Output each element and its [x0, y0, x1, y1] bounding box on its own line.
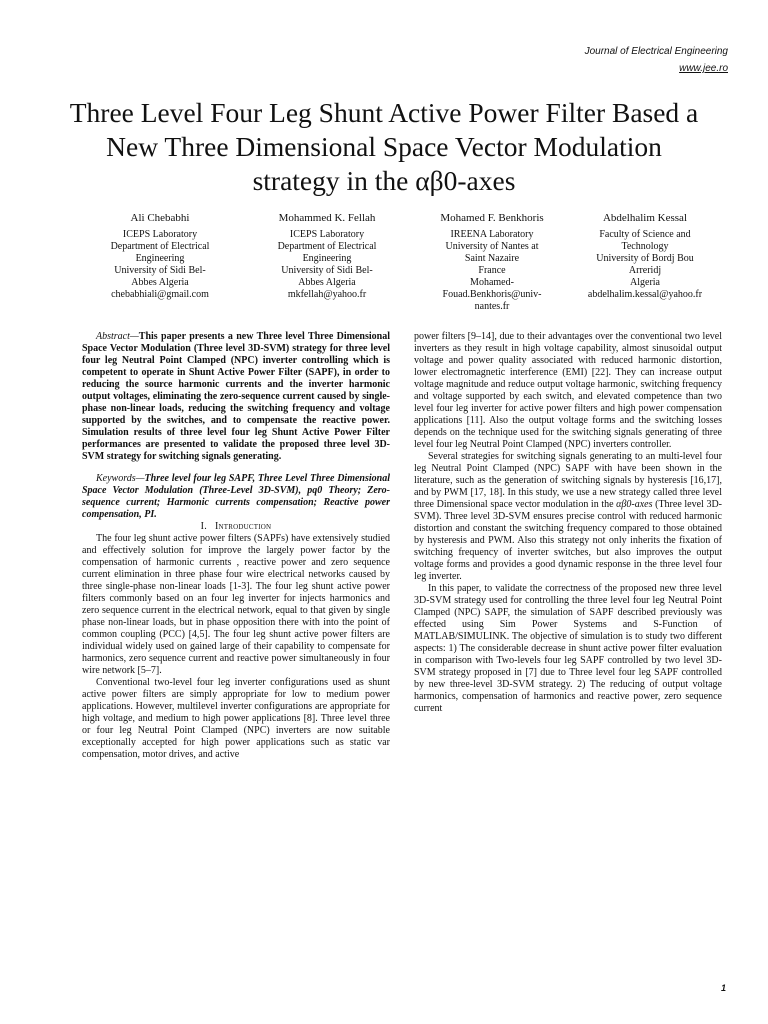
abstract-text: This paper presents a new Three level Three Dimensional Space Vector Modulation (Three level 3D-SVM) strategy for three level four leg Neutral Point Clamped (NPC) inverter controlling which is competent to operate in Shunt Active Power Filter (SAPF), in order to reducing the source harmonic currents and the inverter harmonic output voltages, eliminating the zero-sequence current caused by single-phase non-linear loads, reducing the switching frequency and voltage supported by the switches, and to compensate the reactive power. Simulation results of three level four leg Shunt Active Power Filter performances are presented to validate the proposed three level 3D-SVM strategy for switching signals generating. — [82, 331, 390, 462]
keywords-text: Three level four leg SAPF, Three Level Three Dimensional Space Vector Modulation (Three-Level 3D-SVM), pq0 Theory; Zero-sequence current; Harmonic currents compensation; Reactive power compensation, PI. — [82, 473, 390, 520]
author-email[interactable]: abdelhalim.kessal@yahoo.fr — [587, 289, 703, 300]
section-heading — [82, 521, 390, 533]
author-block — [82, 212, 722, 313]
section-title: Introduction — [215, 521, 272, 532]
body-paragraph: power filters [9–14], due to their advantages over the conventional two level inverters as they result in high voltage capability, almost sinusoidal output voltage and power quality associated with reduced harmonic distortion, lower electromagnetic interference (EMI) [22]. They can increase output voltage magnitude and reduce output voltage harmonic, switching frequency and voltage supported by each switch, and elevated competence than two level four leg inverter for active power filters and high power compensation applications [11]. Also the output voltage forms and the switching losses depends on the technique used for the switching signals generating of three level four leg Neutral Point Clamped (NPC) inverters controller. — [414, 331, 722, 450]
author-affiliation-line: ICEPS Laboratory — [122, 229, 198, 240]
body-paragraph: In this paper, to validate the correctness of the proposed new three level 3D-SVM strategy used for controlling the three level four leg Neutral Point Clamped (NPC) SAPF, the simulation of SAPF described previously was effected using Sim Power Systems and S-Function of MATLAB/SIMULINK. The objective of simulation is to study two different aspects: 1) The considerable decrease in shunt active power filter evaluation in comparison with Two-levels four leg SAPF controlled by two level 3D-SVM strategy proposed in [7] due to Three level four leg SAPF controlled by new three-level 3D-SVM strategy. 2) The reducing of output voltage harmonics, compensation of harmonics and reactive power, zero sequence current — [414, 583, 722, 714]
body-paragraph — [414, 451, 722, 583]
journal-header — [585, 43, 728, 77]
author-affiliation-line: Faculty of Science and — [599, 229, 691, 240]
author-affiliation-line: University of Sidi Bel- — [281, 265, 373, 276]
author-email[interactable]: chebabhiali@gmail.com — [111, 289, 209, 300]
author-email[interactable]: nantes.fr — [474, 301, 510, 312]
journal-name: Journal of Electrical Engineering — [584, 46, 728, 57]
author-affiliation-line: Engineering — [135, 253, 185, 264]
author-affiliation-line: France — [478, 265, 506, 276]
journal-url[interactable]: www.jee.ro — [679, 63, 728, 74]
author-affiliation-line: ICEPS Laboratory — [289, 229, 365, 240]
author-affiliation-line: IREENA Laboratory — [450, 229, 534, 240]
paragraph-text: Several strategies for switching signals generating to an multi-level four leg Neutral Point Clamped (NPC) SAPF with have been shown in the literature, such as the generation of switching signals by hysteresis [16,17], and by PWM [17, 18]. In this study, we use a new strategy called three level three Dimensional space vector modulation in the — [414, 451, 722, 510]
author-1 — [82, 212, 238, 313]
author-affiliation-line: University of Bordj Bou — [596, 253, 694, 264]
author-affiliation-line: Technology — [621, 241, 669, 252]
abstract-lead: Abstract— — [96, 331, 139, 342]
author-name: Mohammed K. Fellah — [278, 212, 376, 224]
author-affiliation-line: Abbes Algeria — [131, 277, 189, 288]
abstract — [82, 331, 390, 463]
author-2 — [238, 212, 416, 313]
paragraph-text: (Three level 3D-SVM). Three level 3D-SVM ensures precise control with reduced harmonic distortion and constant the switching frequency compared to those obtained by hysteresis and PWM. Also this strategy not only inherits the fixation of switching frequency of inverter switches, but also improves the output voltage forms and provides a good dynamic response in the three level four leg inverter. — [414, 499, 722, 582]
keywords-lead: Keywords— — [96, 473, 145, 484]
author-affiliation-line: Abbes Algeria — [298, 277, 356, 288]
author-name: Mohamed F. Benkhoris — [440, 212, 544, 224]
left-column — [82, 331, 390, 761]
paper-title: Three Level Four Leg Shunt Active Power Filter Based a New Three Dimensional Space Vector Modulation strategy in the αβ0-axes — [69, 97, 699, 196]
author-affiliation-line: Engineering — [302, 253, 352, 264]
author-affiliation-line: Department of Electrical — [277, 241, 377, 252]
author-affiliation-line: Arreridj — [628, 265, 662, 276]
author-4 — [568, 212, 722, 313]
body-paragraph: Conventional two-level four leg inverter configurations used as shunt active power filters are simply appropriate for low to medium power applications. However, multilevel inverter configurations are appropriate for high voltage, and medium to high power applications [8]. Three level three or four leg Neutral Point Clamped (NPC) inverters are now suitable exceptionally accepted for high power applications such as static var compensation, motor drives, and active — [82, 677, 390, 760]
author-email[interactable]: mkfellah@yahoo.fr — [287, 289, 367, 300]
author-name: Ali Chebabhi — [130, 212, 190, 224]
author-3 — [416, 212, 568, 313]
body-paragraph: The four leg shunt active power filters (SAPFs) have extensively studied and effectively solution for improve the largely power factor by the compensation of harmonic currents , reactive power and zero sequence current elimination in three phase four wire electrical networks caused by three single-phase non-linear loads [1-3]. The four leg shunt active power filters commonly based on an four leg inverter for injects harmonics and zero sequence current in the electrical network, equal to that given by single phase non-linear loads, but in phase opposition there with into the point of common coupling (PCC) [4,5]. The four leg shunt active power filters are individual widely used on gained large of their capability to compensate for harmonics, zero sequence current and reactive power simultaneously in four wire network [5–7]. — [82, 533, 390, 676]
author-name: Abdelhalim Kessal — [602, 212, 687, 224]
author-affiliation-line: Algeria — [630, 277, 660, 288]
author-affiliation-line: Saint Nazaire — [464, 253, 520, 264]
author-affiliation-line: Department of Electrical — [110, 241, 210, 252]
author-affiliation-line: University of Nantes at — [445, 241, 539, 252]
author-email[interactable]: Mohamed- — [470, 277, 514, 288]
section-number: I. — [200, 521, 207, 532]
right-column — [414, 331, 722, 715]
paragraph-italic-text: αβ0-axes — [616, 499, 653, 510]
author-affiliation-line: University of Sidi Bel- — [114, 265, 206, 276]
page-number: 1 — [720, 983, 726, 993]
author-email[interactable]: Fouad.Benkhoris@univ- — [442, 289, 542, 300]
keywords — [82, 473, 390, 521]
